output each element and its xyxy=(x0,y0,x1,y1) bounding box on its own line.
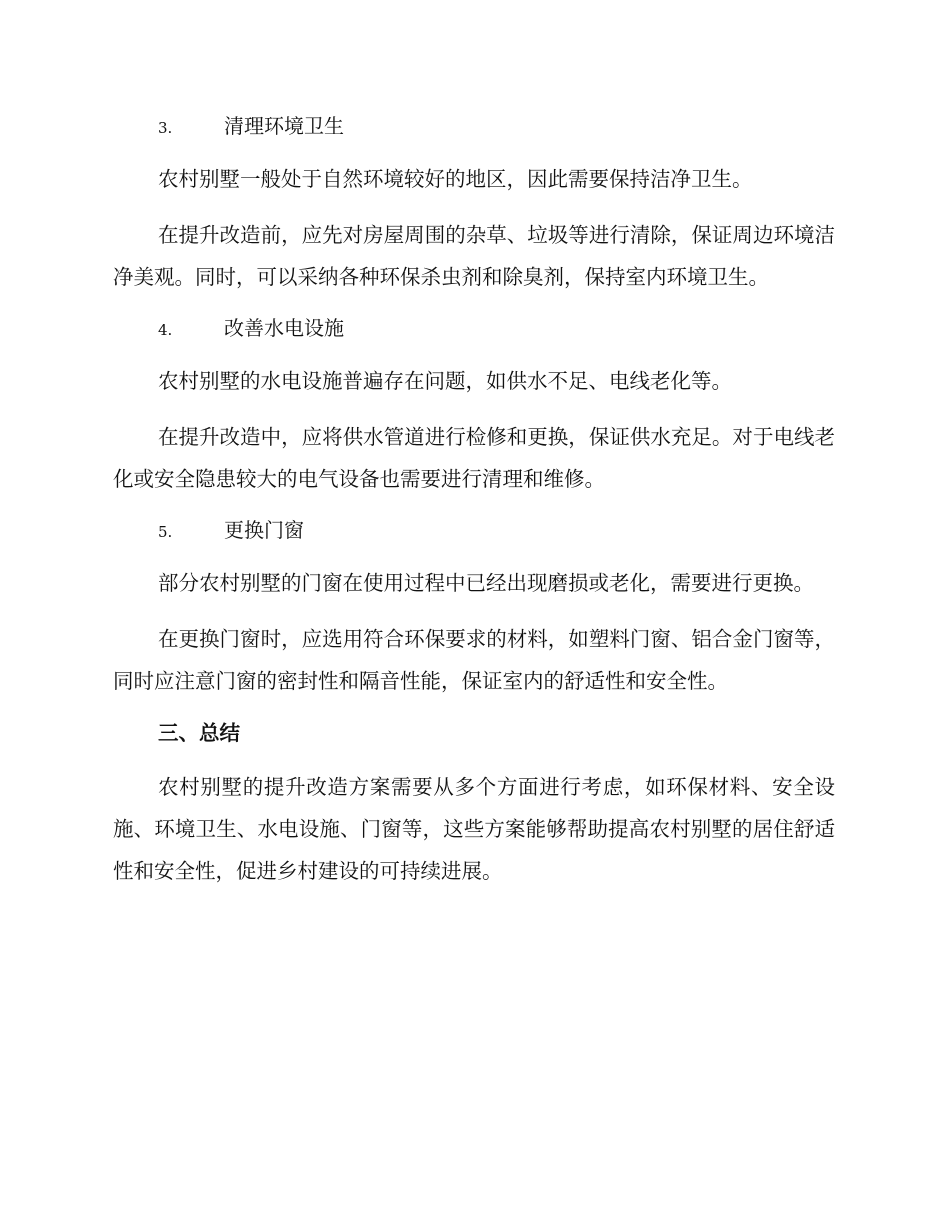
item-heading-5 xyxy=(158,514,835,547)
item-title: 更换门窗 xyxy=(224,518,304,542)
paragraph: 农村别墅的水电设施普遍存在问题，如供水不足、电线老化等。 xyxy=(158,369,732,393)
paragraph: 部分农村别墅的门窗在使用过程中已经出现磨损或老化，需要进行更换。 xyxy=(158,571,814,595)
paragraph: 在提升改造中，应将供水管道进行检修和更换，保证供水充足。对于电线老化或安全隐患较大的电气设备也需要进行清理和维修。 xyxy=(113,425,835,491)
paragraph: 在提升改造前，应先对房屋周围的杂草、垃圾等进行清除，保证周边环境洁净美观。同时，可以采纳各种环保杀虫剂和除臭剂，保持室内环境卫生。 xyxy=(113,223,835,289)
item-heading-3 xyxy=(158,110,835,143)
item-number: 3. xyxy=(158,119,173,137)
item-title: 改善水电设施 xyxy=(224,316,344,340)
item-number: 5. xyxy=(158,523,173,541)
paragraph: 在更换门窗时，应选用符合环保要求的材料，如塑料门窗、铝合金门窗等，同时应注意门窗的密封性和隔音性能，保证室内的舒适性和安全性。 xyxy=(113,627,835,693)
item-number: 4. xyxy=(158,321,173,339)
document-body xyxy=(113,110,835,906)
item-heading-4 xyxy=(158,312,835,345)
section-heading-summary: 三、总结 xyxy=(158,721,240,745)
paragraph: 农村别墅一般处于自然环境较好的地区，因此需要保持洁净卫生。 xyxy=(158,167,753,191)
item-title: 清理环境卫生 xyxy=(224,114,344,138)
summary-paragraph: 农村别墅的提升改造方案需要从多个方面进行考虑，如环保材料、安全设施、环境卫生、水电设施、门窗等，这些方案能够帮助提高农村别墅的居住舒适性和安全性，促进乡村建设的可持续进展。 xyxy=(113,775,835,883)
